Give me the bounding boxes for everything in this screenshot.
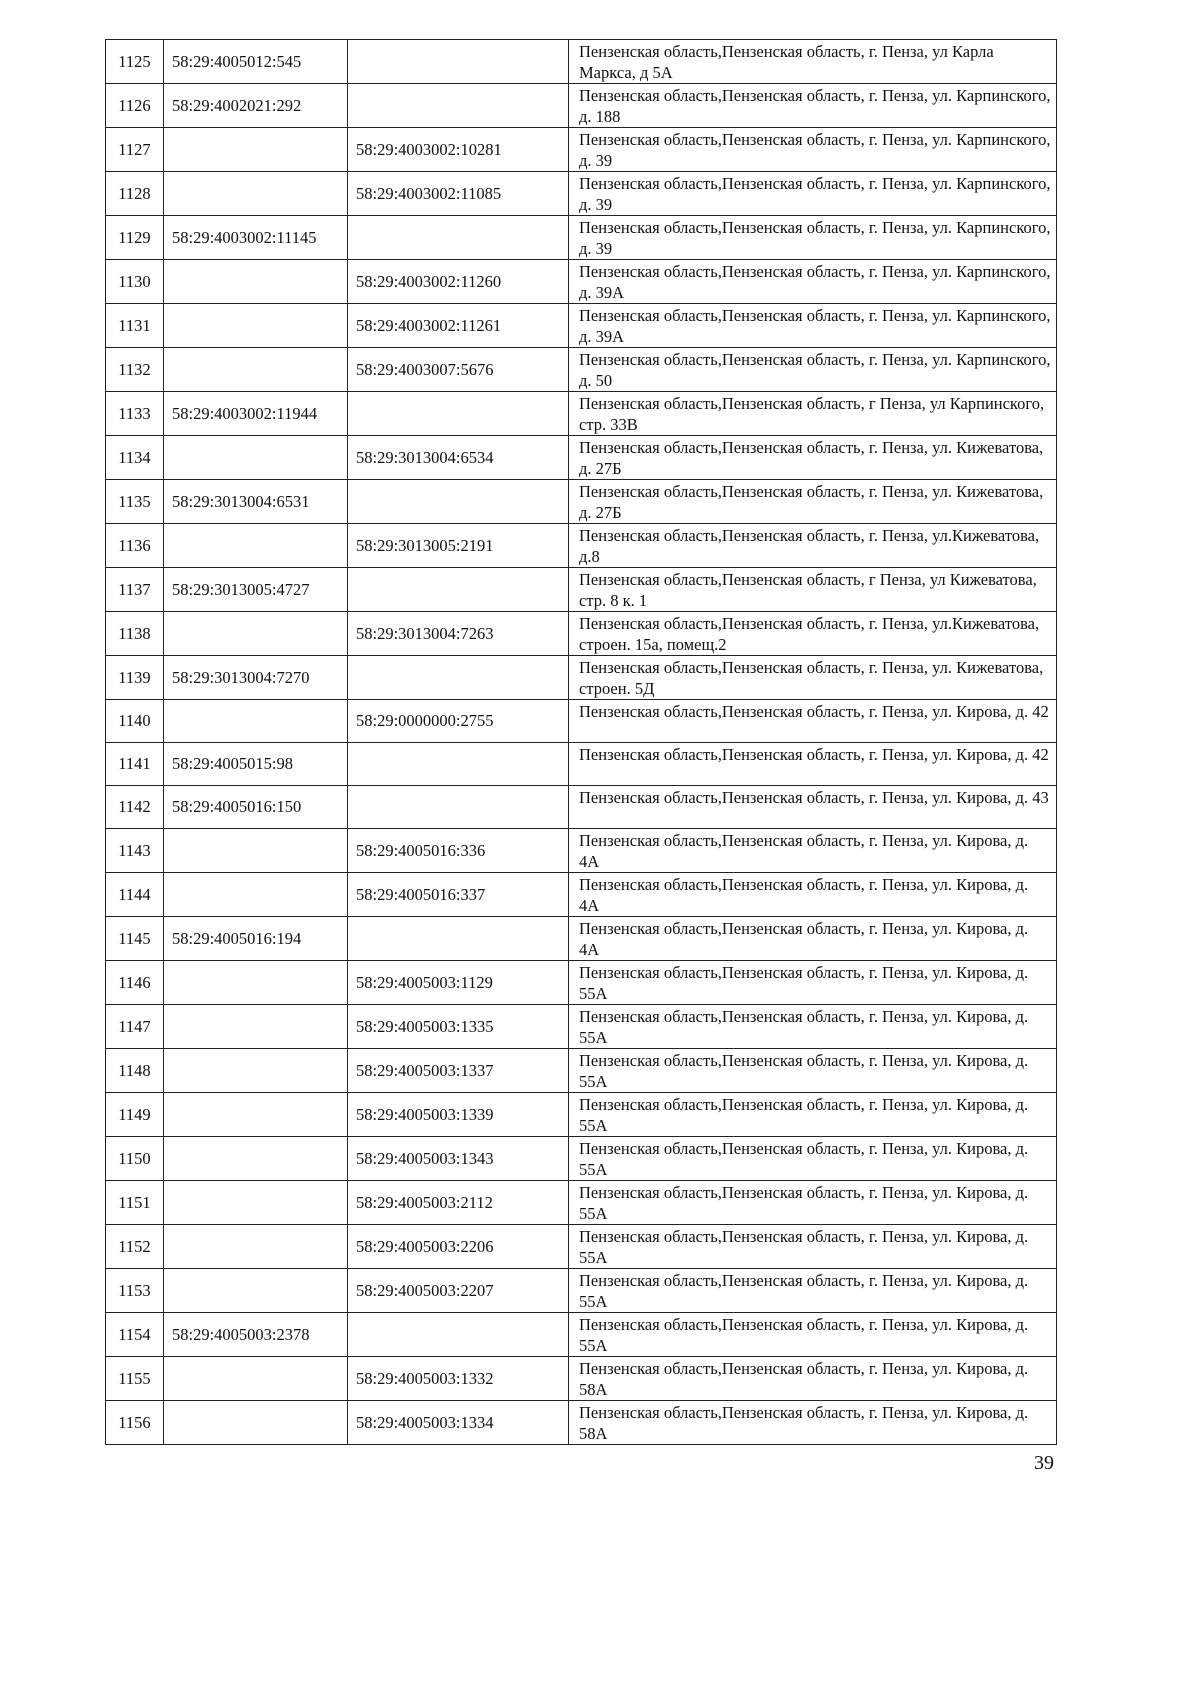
cadastral-number-cell	[164, 1401, 348, 1445]
object-cadastral-number-cell: 58:29:4005003:1335	[348, 1005, 569, 1049]
cadastral-number-cell	[164, 1225, 348, 1269]
row-number-cell: 1151	[106, 1181, 164, 1225]
object-cadastral-number-cell	[348, 216, 569, 260]
cadastral-number-cell	[164, 1137, 348, 1181]
row-number-cell: 1129	[106, 216, 164, 260]
address-cell: Пензенская область,Пензенская область, г. Пенза, ул. Кирова, д. 55А	[569, 1093, 1057, 1137]
row-number-cell: 1153	[106, 1269, 164, 1313]
table-row	[106, 1181, 1057, 1225]
address-cell: Пензенская область,Пензенская область, г. Пенза, ул. Кирова, д. 42	[569, 743, 1057, 786]
address-cell: Пензенская область,Пензенская область, г. Пенза, ул. Кирова, д. 4А	[569, 873, 1057, 917]
row-number-cell: 1132	[106, 348, 164, 392]
table-row	[106, 1049, 1057, 1093]
table-row	[106, 84, 1057, 128]
address-cell: Пензенская область,Пензенская область, г Пенза, ул Карпинского, стр. 33В	[569, 392, 1057, 436]
object-cadastral-number-cell: 58:29:4005003:1337	[348, 1049, 569, 1093]
row-number-cell: 1145	[106, 917, 164, 961]
table-row	[106, 1225, 1057, 1269]
cadastral-number-cell	[164, 1357, 348, 1401]
table-row	[106, 1137, 1057, 1181]
table-row	[106, 743, 1057, 786]
cadastral-number-cell: 58:29:3013004:7270	[164, 656, 348, 700]
row-number-cell: 1130	[106, 260, 164, 304]
address-cell: Пензенская область,Пензенская область, г. Пенза, ул. Карпинского, д. 188	[569, 84, 1057, 128]
address-cell: Пензенская область,Пензенская область, г. Пенза, ул. Кирова, д. 42	[569, 700, 1057, 743]
address-cell: Пензенская область,Пензенская область, г. Пенза, ул. Кижеватова, строен. 5Д	[569, 656, 1057, 700]
table-row	[106, 480, 1057, 524]
cadastral-number-cell: 58:29:4005016:194	[164, 917, 348, 961]
row-number-cell: 1156	[106, 1401, 164, 1445]
row-number-cell: 1137	[106, 568, 164, 612]
cadastral-number-cell	[164, 348, 348, 392]
cadastral-number-cell: 58:29:4003002:11944	[164, 392, 348, 436]
address-cell: Пензенская область,Пензенская область, г. Пенза, ул. Кирова, д. 55А	[569, 1313, 1057, 1357]
row-number-cell: 1155	[106, 1357, 164, 1401]
address-cell: Пензенская область,Пензенская область, г. Пенза, ул. Кирова, д. 55А	[569, 1225, 1057, 1269]
cadastral-number-cell	[164, 829, 348, 873]
cadastral-number-cell	[164, 1093, 348, 1137]
object-cadastral-number-cell: 58:29:3013005:2191	[348, 524, 569, 568]
table-row	[106, 700, 1057, 743]
row-number-cell: 1149	[106, 1093, 164, 1137]
object-cadastral-number-cell	[348, 656, 569, 700]
property-table	[105, 39, 1057, 1445]
object-cadastral-number-cell: 58:29:4005003:2206	[348, 1225, 569, 1269]
address-cell: Пензенская область,Пензенская область, г. Пенза, ул. Карпинского, д. 39А	[569, 304, 1057, 348]
cadastral-number-cell: 58:29:4005015:98	[164, 743, 348, 786]
row-number-cell: 1147	[106, 1005, 164, 1049]
table-row	[106, 656, 1057, 700]
row-number-cell: 1150	[106, 1137, 164, 1181]
object-cadastral-number-cell: 58:29:4005003:1334	[348, 1401, 569, 1445]
address-cell: Пензенская область,Пензенская область, г. Пенза, ул. Кирова, д. 43	[569, 786, 1057, 829]
table-row	[106, 40, 1057, 84]
cadastral-number-cell	[164, 961, 348, 1005]
cadastral-number-cell	[164, 304, 348, 348]
cadastral-number-cell	[164, 436, 348, 480]
row-number-cell: 1146	[106, 961, 164, 1005]
address-cell: Пензенская область,Пензенская область, г. Пенза, ул.Кижеватова, строен. 15а, помещ.2	[569, 612, 1057, 656]
object-cadastral-number-cell: 58:29:3013004:6534	[348, 436, 569, 480]
object-cadastral-number-cell: 58:29:0000000:2755	[348, 700, 569, 743]
address-cell: Пензенская область,Пензенская область, г. Пенза, ул. Кирова, д. 55А	[569, 1049, 1057, 1093]
row-number-cell: 1127	[106, 128, 164, 172]
property-table-body	[106, 40, 1057, 1445]
row-number-cell: 1125	[106, 40, 164, 84]
object-cadastral-number-cell: 58:29:4005003:2207	[348, 1269, 569, 1313]
table-row	[106, 1093, 1057, 1137]
address-cell: Пензенская область,Пензенская область, г. Пенза, ул.Кижеватова, д.8	[569, 524, 1057, 568]
address-cell: Пензенская область,Пензенская область, г. Пенза, ул. Кирова, д. 58А	[569, 1357, 1057, 1401]
cadastral-number-cell	[164, 1269, 348, 1313]
address-cell: Пензенская область,Пензенская область, г. Пенза, ул Карла Маркса, д 5А	[569, 40, 1057, 84]
table-row	[106, 873, 1057, 917]
address-cell: Пензенская область,Пензенская область, г. Пенза, ул. Кирова, д. 58А	[569, 1401, 1057, 1445]
table-row	[106, 612, 1057, 656]
table-row	[106, 304, 1057, 348]
cadastral-number-cell	[164, 260, 348, 304]
address-cell: Пензенская область,Пензенская область, г. Пенза, ул. Кирова, д. 4А	[569, 917, 1057, 961]
cadastral-number-cell: 58:29:4002021:292	[164, 84, 348, 128]
table-row	[106, 128, 1057, 172]
object-cadastral-number-cell: 58:29:4003002:11260	[348, 260, 569, 304]
cadastral-number-cell	[164, 1181, 348, 1225]
page-number: 39	[1034, 1452, 1054, 1474]
address-cell: Пензенская область,Пензенская область, г. Пенза, ул. Кижеватова, д. 27Б	[569, 480, 1057, 524]
object-cadastral-number-cell: 58:29:4003002:11085	[348, 172, 569, 216]
address-cell: Пензенская область,Пензенская область, г. Пенза, ул. Кирова, д. 55А	[569, 961, 1057, 1005]
table-row	[106, 1269, 1057, 1313]
table-row	[106, 436, 1057, 480]
object-cadastral-number-cell: 58:29:4005003:1332	[348, 1357, 569, 1401]
object-cadastral-number-cell: 58:29:4005016:336	[348, 829, 569, 873]
cadastral-number-cell	[164, 700, 348, 743]
table-row	[106, 216, 1057, 260]
cadastral-number-cell	[164, 873, 348, 917]
object-cadastral-number-cell: 58:29:4005003:1129	[348, 961, 569, 1005]
cadastral-number-cell	[164, 128, 348, 172]
address-cell: Пензенская область,Пензенская область, г. Пенза, ул. Кирова, д. 4А	[569, 829, 1057, 873]
address-cell: Пензенская область,Пензенская область, г. Пенза, ул. Кирова, д. 55А	[569, 1269, 1057, 1313]
cadastral-number-cell: 58:29:4005016:150	[164, 786, 348, 829]
row-number-cell: 1136	[106, 524, 164, 568]
object-cadastral-number-cell: 58:29:4005016:337	[348, 873, 569, 917]
cadastral-number-cell: 58:29:4005003:2378	[164, 1313, 348, 1357]
address-cell: Пензенская область,Пензенская область, г. Пенза, ул. Карпинского, д. 39	[569, 172, 1057, 216]
object-cadastral-number-cell: 58:29:4005003:1339	[348, 1093, 569, 1137]
address-cell: Пензенская область,Пензенская область, г. Пенза, ул. Карпинского, д. 50	[569, 348, 1057, 392]
row-number-cell: 1142	[106, 786, 164, 829]
row-number-cell: 1131	[106, 304, 164, 348]
object-cadastral-number-cell	[348, 392, 569, 436]
cadastral-number-cell: 58:29:3013004:6531	[164, 480, 348, 524]
object-cadastral-number-cell: 58:29:4005003:2112	[348, 1181, 569, 1225]
row-number-cell: 1143	[106, 829, 164, 873]
table-row	[106, 260, 1057, 304]
address-cell: Пензенская область,Пензенская область, г. Пенза, ул. Карпинского, д. 39	[569, 216, 1057, 260]
row-number-cell: 1154	[106, 1313, 164, 1357]
address-cell: Пензенская область,Пензенская область, г. Пенза, ул. Кирова, д. 55А	[569, 1137, 1057, 1181]
cadastral-number-cell	[164, 172, 348, 216]
row-number-cell: 1144	[106, 873, 164, 917]
object-cadastral-number-cell: 58:29:4005003:1343	[348, 1137, 569, 1181]
object-cadastral-number-cell: 58:29:4003002:10281	[348, 128, 569, 172]
row-number-cell: 1148	[106, 1049, 164, 1093]
object-cadastral-number-cell	[348, 84, 569, 128]
row-number-cell: 1140	[106, 700, 164, 743]
table-row	[106, 829, 1057, 873]
row-number-cell: 1134	[106, 436, 164, 480]
object-cadastral-number-cell	[348, 568, 569, 612]
cadastral-number-cell: 58:29:4005012:545	[164, 40, 348, 84]
cadastral-number-cell	[164, 612, 348, 656]
row-number-cell: 1138	[106, 612, 164, 656]
object-cadastral-number-cell: 58:29:4003002:11261	[348, 304, 569, 348]
object-cadastral-number-cell	[348, 1313, 569, 1357]
object-cadastral-number-cell	[348, 786, 569, 829]
cadastral-number-cell	[164, 1049, 348, 1093]
table-row	[106, 1357, 1057, 1401]
table-row	[106, 392, 1057, 436]
address-cell: Пензенская область,Пензенская область, г. Пенза, ул. Кирова, д. 55А	[569, 1181, 1057, 1225]
table-row	[106, 1005, 1057, 1049]
table-row	[106, 524, 1057, 568]
object-cadastral-number-cell	[348, 480, 569, 524]
object-cadastral-number-cell: 58:29:3013004:7263	[348, 612, 569, 656]
object-cadastral-number-cell	[348, 40, 569, 84]
table-row	[106, 961, 1057, 1005]
address-cell: Пензенская область,Пензенская область, г. Пенза, ул. Карпинского, д. 39	[569, 128, 1057, 172]
address-cell: Пензенская область,Пензенская область, г. Пенза, ул. Карпинского, д. 39А	[569, 260, 1057, 304]
row-number-cell: 1139	[106, 656, 164, 700]
row-number-cell: 1126	[106, 84, 164, 128]
table-row	[106, 786, 1057, 829]
table-row	[106, 172, 1057, 216]
object-cadastral-number-cell	[348, 743, 569, 786]
cadastral-number-cell: 58:29:3013005:4727	[164, 568, 348, 612]
address-cell: Пензенская область,Пензенская область, г Пенза, ул Кижеватова, стр. 8 к. 1	[569, 568, 1057, 612]
row-number-cell: 1141	[106, 743, 164, 786]
cadastral-number-cell	[164, 1005, 348, 1049]
cadastral-number-cell: 58:29:4003002:11145	[164, 216, 348, 260]
table-row	[106, 1401, 1057, 1445]
address-cell: Пензенская область,Пензенская область, г. Пенза, ул. Кижеватова, д. 27Б	[569, 436, 1057, 480]
address-cell: Пензенская область,Пензенская область, г. Пенза, ул. Кирова, д. 55А	[569, 1005, 1057, 1049]
table-row	[106, 1313, 1057, 1357]
row-number-cell: 1128	[106, 172, 164, 216]
table-row	[106, 348, 1057, 392]
object-cadastral-number-cell	[348, 917, 569, 961]
row-number-cell: 1135	[106, 480, 164, 524]
row-number-cell: 1152	[106, 1225, 164, 1269]
object-cadastral-number-cell: 58:29:4003007:5676	[348, 348, 569, 392]
table-row	[106, 917, 1057, 961]
table-row	[106, 568, 1057, 612]
row-number-cell: 1133	[106, 392, 164, 436]
cadastral-number-cell	[164, 524, 348, 568]
